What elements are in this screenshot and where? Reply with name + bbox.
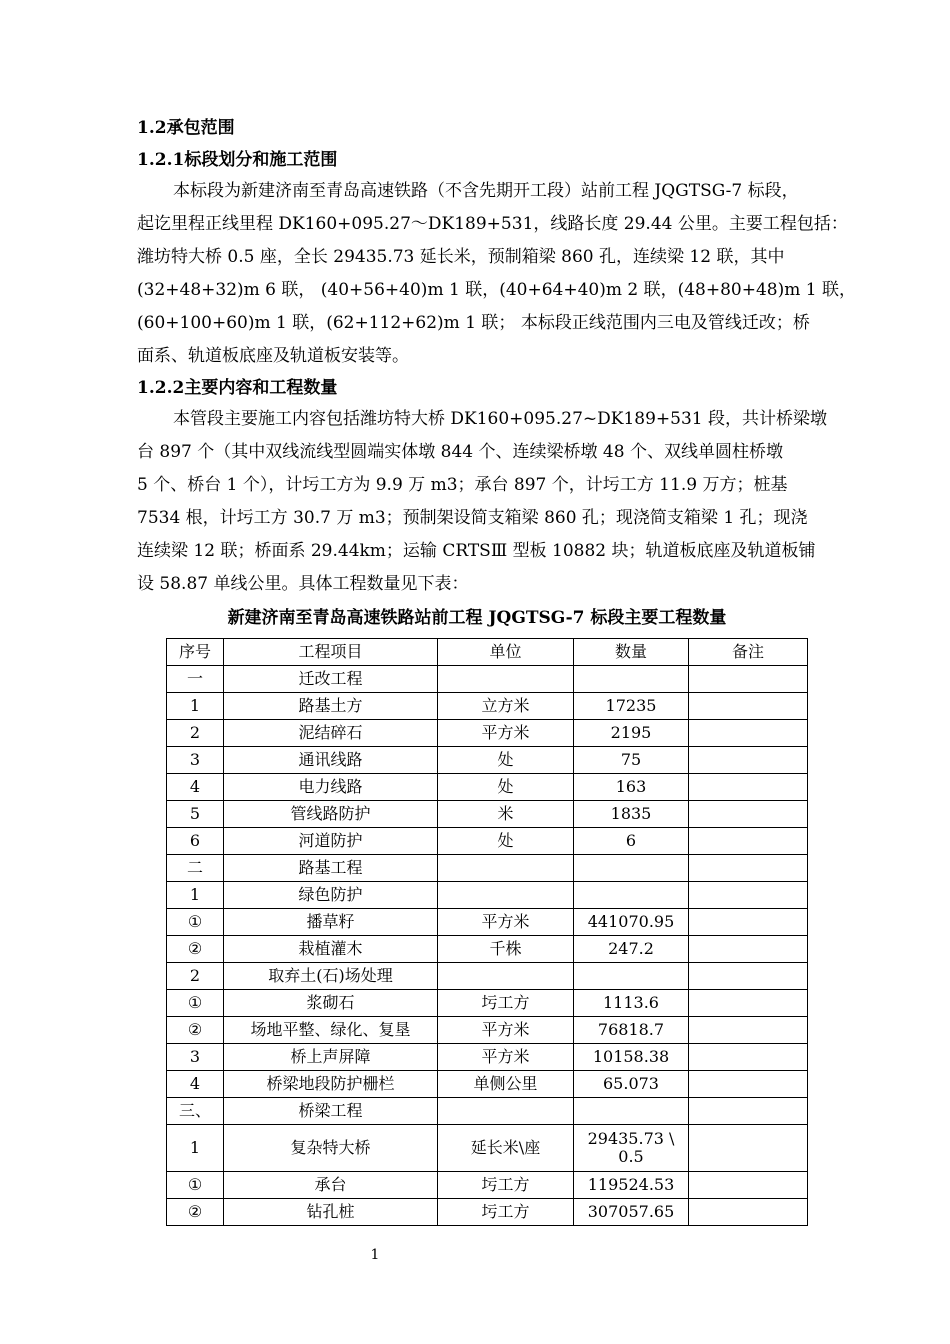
cell-remark: [689, 963, 808, 990]
table-row: [167, 1125, 808, 1172]
cell-remark: [689, 1071, 808, 1098]
table-header-row: [167, 639, 808, 666]
cell-item: 通讯线路: [224, 747, 438, 774]
section-heading-1-2-1: 1.2.1标段划分和施工范围: [137, 150, 338, 170]
section-heading-1-2-2: 1.2.2主要内容和工程数量: [137, 378, 338, 398]
cell-remark: [689, 1044, 808, 1071]
table-row: [167, 1044, 808, 1071]
paragraph-line: 面系、轨道板底座及轨道板安装等。: [137, 346, 409, 366]
table-row: [167, 801, 808, 828]
cell-unit: 平方米: [438, 1017, 574, 1044]
cell-no: 三、: [167, 1098, 224, 1125]
header-cell-remark: 备注: [689, 639, 808, 666]
cell-remark: [689, 774, 808, 801]
cell-item: 场地平整、绿化、复垦: [224, 1017, 438, 1044]
cell-no: ①: [167, 909, 224, 936]
cell-item: 桥上声屏障: [224, 1044, 438, 1071]
paragraph-line: 起讫里程正线里程 DK160+095.27～DK189+531，线路长度 29.44 公里。主要工程包括：: [137, 214, 848, 234]
cell-item: 钻孔桩: [224, 1199, 438, 1226]
paragraph-line: 设 58.87 单线公里。具体工程数量见下表：: [137, 574, 469, 594]
cell-quantity: 441070.95: [574, 909, 689, 936]
cell-item: 桥梁工程: [224, 1098, 438, 1125]
cell-remark: [689, 801, 808, 828]
cell-unit: [438, 1098, 574, 1125]
table-row: [167, 936, 808, 963]
cell-quantity: 6: [574, 828, 689, 855]
cell-quantity: 75: [574, 747, 689, 774]
cell-quantity: [574, 882, 689, 909]
cell-remark: [689, 747, 808, 774]
table-row: [167, 1199, 808, 1226]
cell-no: ②: [167, 1017, 224, 1044]
cell-item: 承台: [224, 1172, 438, 1199]
cell-quantity: [574, 855, 689, 882]
cell-remark: [689, 990, 808, 1017]
cell-item: 绿色防护: [224, 882, 438, 909]
cell-no: ①: [167, 990, 224, 1017]
cell-quantity: 119524.53: [574, 1172, 689, 1199]
cell-remark: [689, 936, 808, 963]
cell-remark: [689, 1017, 808, 1044]
header-cell-no: 序号: [167, 639, 224, 666]
cell-no: 2: [167, 963, 224, 990]
cell-remark: [689, 1199, 808, 1226]
cell-no: 6: [167, 828, 224, 855]
cell-remark: [689, 720, 808, 747]
cell-no: 1: [167, 882, 224, 909]
cell-quantity: 2195: [574, 720, 689, 747]
cell-item: 取弃土(石)场处理: [224, 963, 438, 990]
table-row: [167, 720, 808, 747]
cell-item: 播草籽: [224, 909, 438, 936]
cell-unit: 立方米: [438, 693, 574, 720]
cell-no: 5: [167, 801, 224, 828]
table-row: [167, 1017, 808, 1044]
cell-remark: [689, 909, 808, 936]
cell-unit: 平方米: [438, 909, 574, 936]
cell-item: 浆砌石: [224, 990, 438, 1017]
quantities-table: [166, 638, 808, 1226]
cell-quantity: 29435.73 \ 0.5: [574, 1125, 689, 1172]
cell-quantity: 1113.6: [574, 990, 689, 1017]
cell-unit: 处: [438, 747, 574, 774]
table-row: [167, 1071, 808, 1098]
paragraph-line: 潍坊特大桥 0.5 座，全长 29435.73 延长米，预制箱梁 860 孔，连续梁 12 联，其中: [137, 247, 785, 267]
cell-no: 1: [167, 1125, 224, 1172]
cell-remark: [689, 1125, 808, 1172]
cell-quantity: [574, 1098, 689, 1125]
cell-unit: 平方米: [438, 720, 574, 747]
cell-unit: 圬工方: [438, 1172, 574, 1199]
paragraph-line: (32+48+32)m 6 联， (40+56+40)m 1 联，(40+64+40)m 2 联，(48+80+48)m 1 联，: [137, 280, 856, 300]
cell-no: 二: [167, 855, 224, 882]
cell-item: 泥结碎石: [224, 720, 438, 747]
cell-remark: [689, 828, 808, 855]
section-heading-1-2: 1.2承包范围: [137, 118, 235, 138]
header-cell-quantity: 数量: [574, 639, 689, 666]
cell-remark: [689, 882, 808, 909]
cell-item: 桥梁地段防护栅栏: [224, 1071, 438, 1098]
cell-unit: 延长米\座: [438, 1125, 574, 1172]
cell-item: 栽植灌木: [224, 936, 438, 963]
cell-unit: 处: [438, 828, 574, 855]
cell-item: 电力线路: [224, 774, 438, 801]
cell-no: ②: [167, 936, 224, 963]
cell-quantity: 76818.7: [574, 1017, 689, 1044]
header-cell-unit: 单位: [438, 639, 574, 666]
paragraph-scope: [137, 175, 856, 373]
paragraph-contents: [137, 403, 837, 601]
cell-no: 4: [167, 774, 224, 801]
cell-item: 复杂特大桥: [224, 1125, 438, 1172]
cell-no: 一: [167, 666, 224, 693]
table-row: [167, 747, 808, 774]
paragraph-line: 5 个、桥台 1 个），计圬工方为 9.9 万 m3；承台 897 个，计圬工方 11.9 万方；桩基: [137, 475, 788, 495]
table-row: [167, 909, 808, 936]
header-cell-item: 工程项目: [224, 639, 438, 666]
table-row: [167, 963, 808, 990]
cell-unit: 单侧公里: [438, 1071, 574, 1098]
table-row: [167, 882, 808, 909]
table-row: [167, 1098, 808, 1125]
cell-no: 2: [167, 720, 224, 747]
cell-remark: [689, 693, 808, 720]
cell-unit: 平方米: [438, 1044, 574, 1071]
page-number: 1: [370, 1247, 380, 1263]
cell-item: 管线路防护: [224, 801, 438, 828]
cell-item: 河道防护: [224, 828, 438, 855]
cell-unit: 圬工方: [438, 990, 574, 1017]
cell-item: 迁改工程: [224, 666, 438, 693]
cell-quantity: 1835: [574, 801, 689, 828]
paragraph-line: 台 897 个（其中双线流线型圆端实体墩 844 个、连续梁桥墩 48 个、双线单圆柱桥墩: [137, 442, 783, 462]
paragraph-line: (60+100+60)m 1 联，(62+112+62)m 1 联； 本标段正线范围内三电及管线迁改；桥: [137, 313, 810, 333]
cell-remark: [689, 1172, 808, 1199]
cell-unit: 圬工方: [438, 1199, 574, 1226]
cell-quantity: 65.073: [574, 1071, 689, 1098]
cell-unit: [438, 963, 574, 990]
cell-quantity: 307057.65: [574, 1199, 689, 1226]
table-row: [167, 666, 808, 693]
paragraph-line: 7534 根，计圬工方 30.7 万 m3；预制架设简支箱梁 860 孔；现浇简支箱梁 1 孔；现浇: [137, 508, 808, 528]
cell-unit: [438, 882, 574, 909]
cell-no: 3: [167, 1044, 224, 1071]
table-row: [167, 990, 808, 1017]
cell-no: ②: [167, 1199, 224, 1226]
table-row: [167, 1172, 808, 1199]
paragraph-line: 本标段为新建济南至青岛高速铁路（不含先期开工段）站前工程 JQGTSG-7 标段，: [173, 181, 799, 201]
table-caption: 新建济南至青岛高速铁路站前工程 JQGTSG-7 标段主要工程数量: [227, 608, 727, 628]
cell-remark: [689, 666, 808, 693]
cell-unit: 千株: [438, 936, 574, 963]
paragraph-line: 本管段主要施工内容包括潍坊特大桥 DK160+095.27~DK189+531 段，共计桥梁墩: [173, 409, 828, 429]
paragraph-line: 连续梁 12 联；桥面系 29.44km；运输 CRTSⅢ 型板 10882 块；轨道板底座及轨道板铺: [137, 541, 816, 561]
cell-unit: [438, 855, 574, 882]
cell-quantity: 17235: [574, 693, 689, 720]
table-row: [167, 774, 808, 801]
cell-item: 路基土方: [224, 693, 438, 720]
cell-quantity: [574, 963, 689, 990]
cell-no: 1: [167, 693, 224, 720]
cell-no: 3: [167, 747, 224, 774]
table-row: [167, 855, 808, 882]
cell-unit: 处: [438, 774, 574, 801]
cell-quantity: 10158.38: [574, 1044, 689, 1071]
cell-no: ①: [167, 1172, 224, 1199]
cell-unit: 米: [438, 801, 574, 828]
cell-quantity: [574, 666, 689, 693]
cell-quantity: 163: [574, 774, 689, 801]
cell-remark: [689, 1098, 808, 1125]
table-row: [167, 693, 808, 720]
table-row: [167, 828, 808, 855]
cell-remark: [689, 855, 808, 882]
cell-unit: [438, 666, 574, 693]
cell-no: 4: [167, 1071, 224, 1098]
cell-item: 路基工程: [224, 855, 438, 882]
cell-quantity: 247.2: [574, 936, 689, 963]
